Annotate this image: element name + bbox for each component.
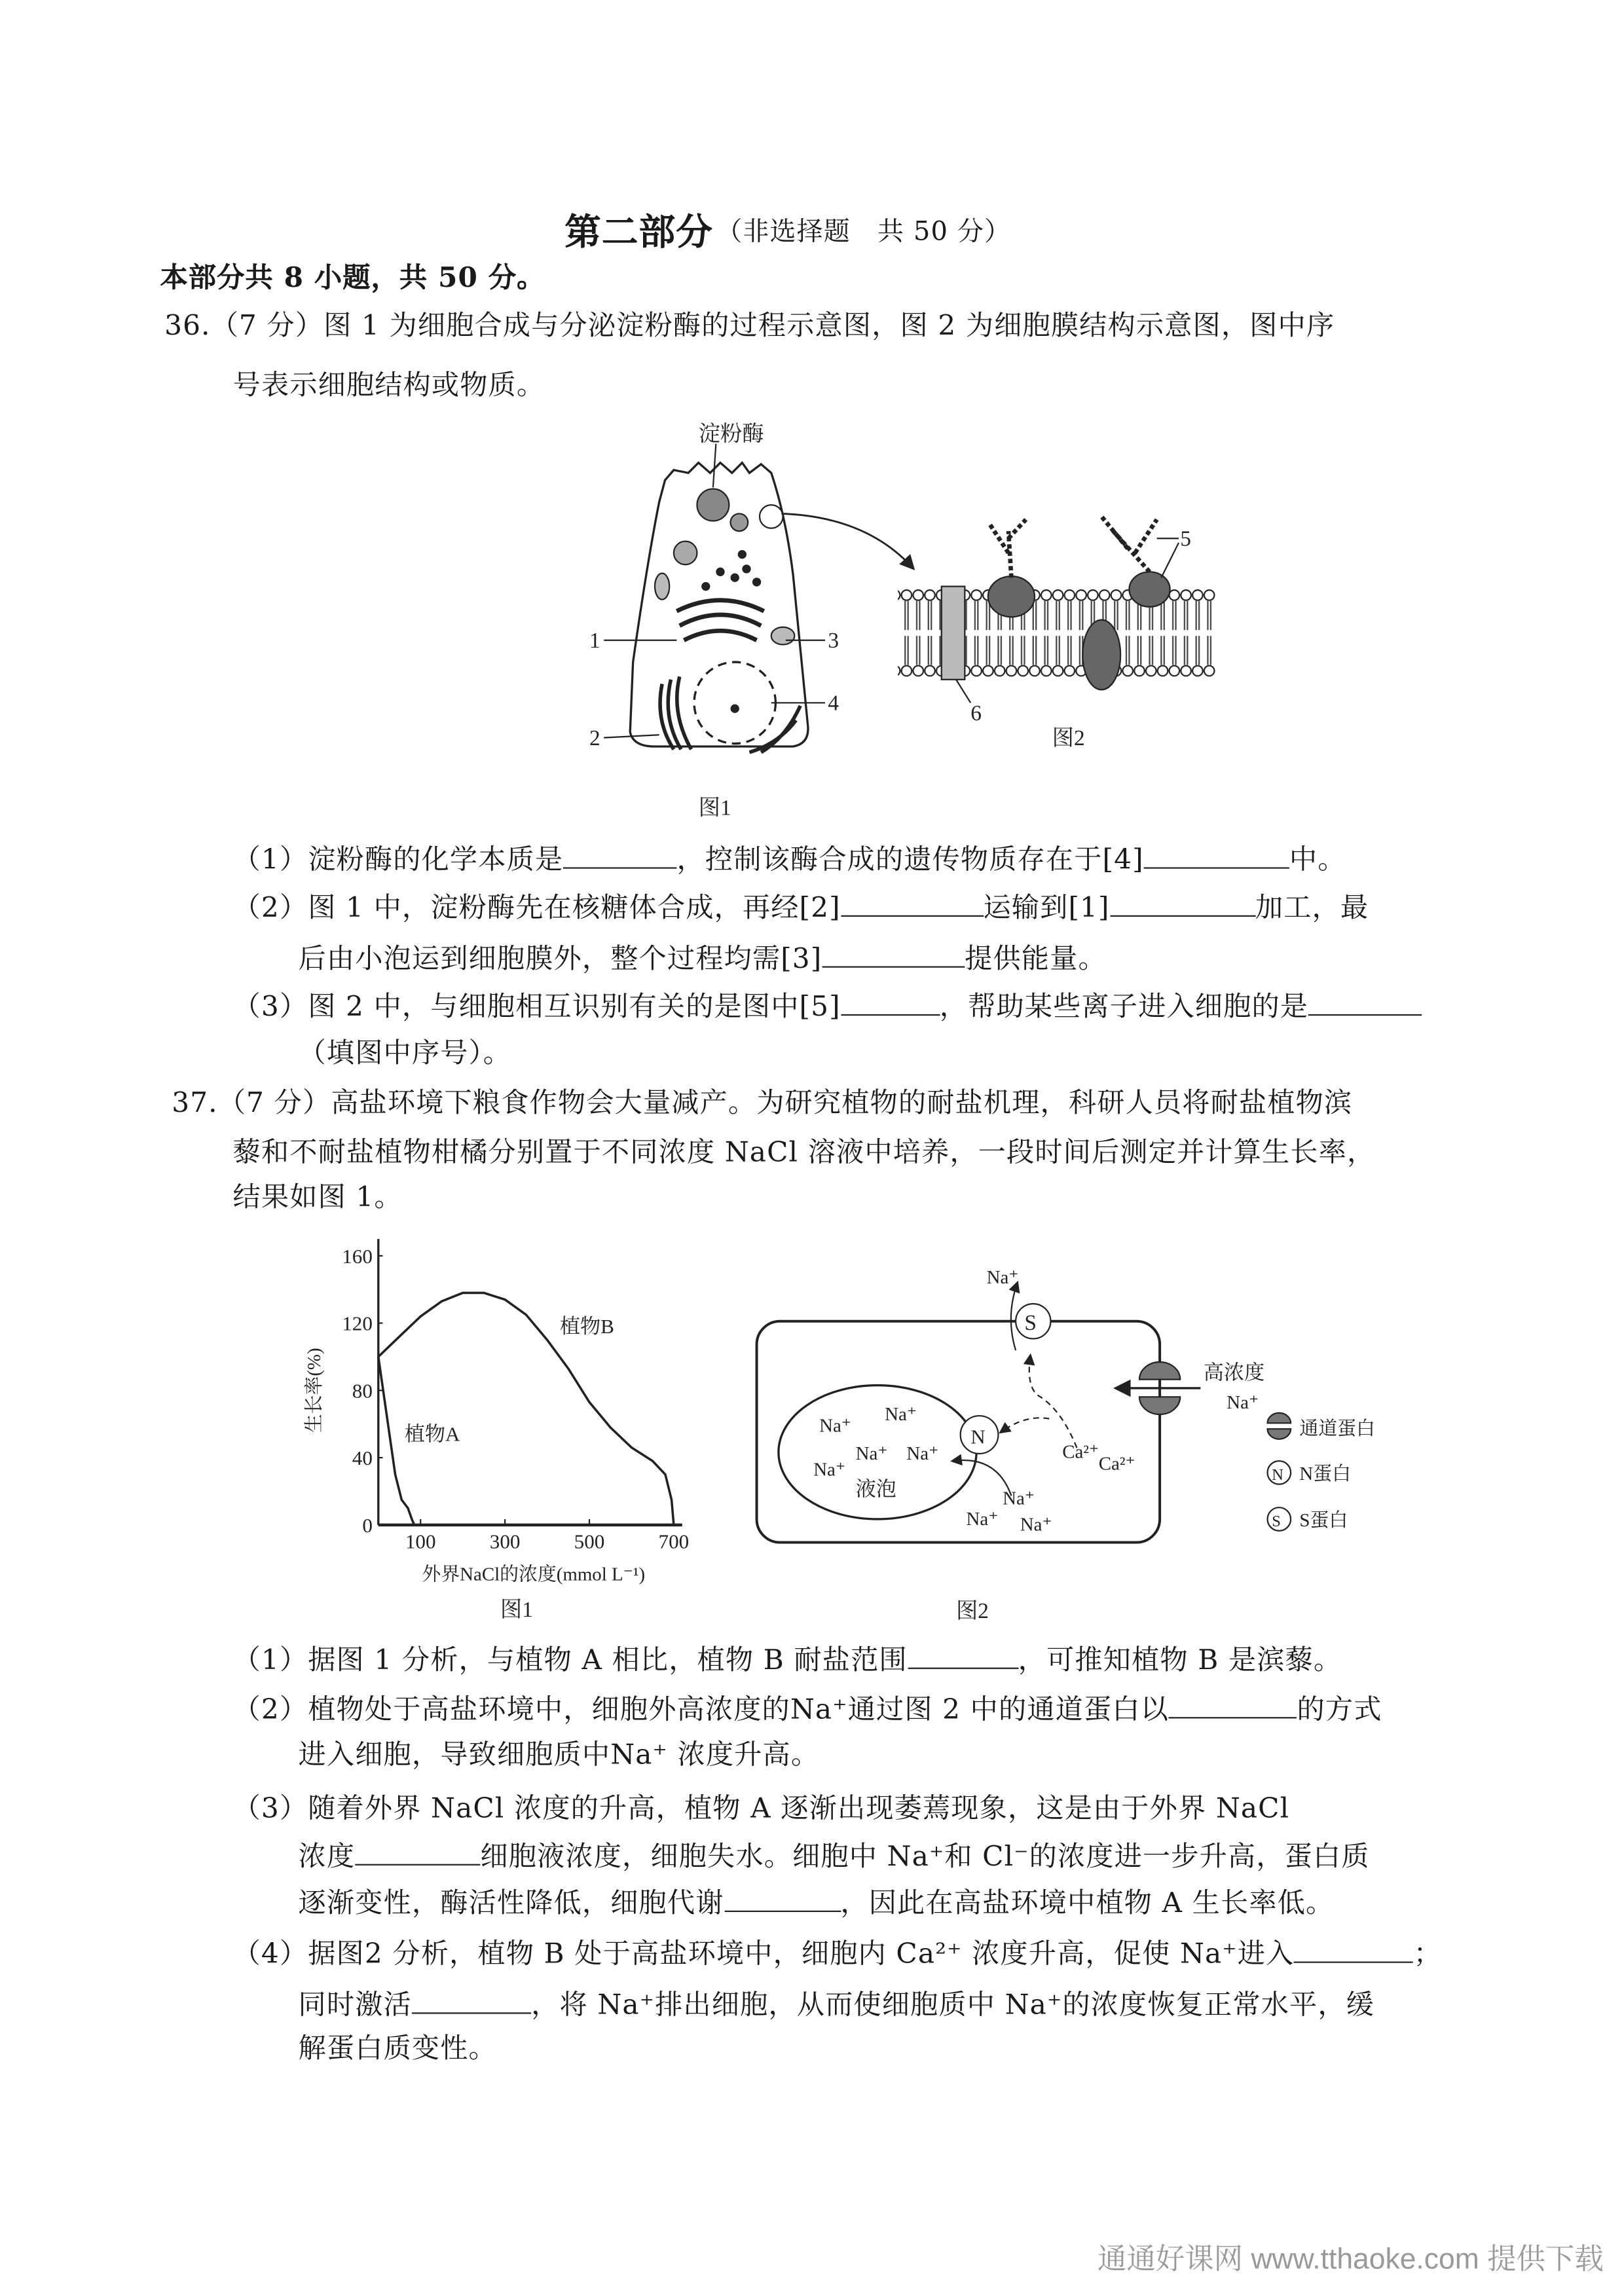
- answer-blank[interactable]: [1308, 988, 1422, 1016]
- q36-figures: [575, 414, 1244, 829]
- svg-text:Na⁺: Na⁺: [885, 1403, 917, 1425]
- q36-part2-cont: 后由小泡运到细胞膜外，整个过程均需[3] 提供能量。: [299, 937, 1107, 976]
- svg-text:Ca²⁺: Ca²⁺: [1098, 1453, 1135, 1475]
- fig2-membrane-diagram: [898, 517, 1215, 750]
- fig2-caption: 图2: [955, 1599, 989, 1624]
- y-tick-label: 160: [342, 1244, 373, 1268]
- q37-stem-cont2: 结果如图 1。: [232, 1181, 403, 1214]
- svg-text:3: 3: [828, 628, 840, 653]
- svg-text:4: 4: [828, 691, 840, 716]
- series-line-plant-b: [378, 1293, 674, 1524]
- answer-blank[interactable]: [1110, 889, 1255, 917]
- q37-part2: （2）植物处于高盐环境中，细胞外高浓度的Na⁺通过图 2 中的通道蛋白以 的方式: [233, 1688, 1382, 1727]
- answer-blank[interactable]: [355, 1838, 480, 1866]
- svg-text:N: N: [970, 1425, 986, 1448]
- section-intro: 本部分共 8 小题，共 50 分。: [160, 261, 545, 294]
- svg-text:Na⁺: Na⁺: [986, 1266, 1019, 1288]
- q36-part1: （1）淀粉酶的化学本质是 ，控制该酶合成的遗传物质存在于[4] 中。: [233, 838, 1346, 877]
- svg-text:6: 6: [970, 701, 982, 726]
- q37-part2-cont: 进入细胞，导致细胞质中Na⁺ 浓度升高。: [298, 1739, 820, 1771]
- chart-caption: 图1: [500, 1597, 533, 1622]
- x-tick-label: 500: [574, 1530, 605, 1553]
- q37-part3: （3）随着外界 NaCl 浓度的升高，植物 A 逐渐出现萎蔫现象，这是由于外界 NaCl: [232, 1792, 1290, 1825]
- answer-blank[interactable]: [1144, 841, 1289, 868]
- svg-text:S: S: [1272, 1513, 1281, 1531]
- q36-part3: （3）图 2 中，与细胞相互识别有关的是图中[5] ，帮助某些离子进入细胞的是: [233, 985, 1422, 1024]
- x-tick-label: 700: [658, 1530, 690, 1553]
- answer-blank[interactable]: [841, 988, 940, 1016]
- x-tick-label: 300: [489, 1530, 521, 1553]
- svg-text:Na⁺: Na⁺: [966, 1508, 999, 1530]
- section-title: 第二部分: [564, 211, 713, 253]
- q36-stem-cont: 号表示细胞结构或物质。: [232, 369, 545, 402]
- y-tick-label: 0: [362, 1513, 373, 1537]
- svg-text:Ca²⁺: Ca²⁺: [1062, 1441, 1099, 1463]
- q37-part4: （4）据图2 分析，植物 B 处于高盐环境中，细胞内 Ca²⁺ 浓度升高，促使 Na⁺进入 ；: [233, 1932, 1442, 1972]
- series-label-plant-b: 植物B: [559, 1315, 614, 1338]
- svg-text:通道蛋白: 通道蛋白: [1299, 1418, 1375, 1440]
- q37-part3-cont: 浓度 细胞液浓度，细胞失水。细胞中 Na⁺和 Cl⁻的浓度进一步升高，蛋白质: [299, 1835, 1370, 1874]
- q36-part2: （2）图 1 中，淀粉酶先在核糖体合成，再经[2] 运输到[1] 加工，最: [233, 886, 1369, 925]
- svg-text:Na⁺: Na⁺: [906, 1443, 939, 1464]
- fig1-label-amylase: 淀粉酶: [698, 422, 764, 447]
- answer-blank[interactable]: [412, 1986, 531, 2014]
- answer-blank[interactable]: [841, 889, 984, 917]
- x-tick-label: 100: [405, 1530, 436, 1553]
- q37-part1: （1）据图 1 分析，与植物 A 相比，植物 B 耐盐范围 ，可推知植物 B 是滨藜。: [233, 1638, 1342, 1678]
- svg-text:Na⁺: Na⁺: [1227, 1392, 1259, 1414]
- watermark: 通通好课网 www.tthaoke.com 提供下载: [1097, 2243, 1604, 2276]
- q37-part4-cont: 同时激活 ，将 Na⁺排出细胞，从而使细胞质中 Na⁺的浓度恢复正常水平，缓: [299, 1983, 1375, 2023]
- svg-text:液泡: 液泡: [855, 1477, 896, 1501]
- answer-blank[interactable]: [1169, 1691, 1297, 1718]
- svg-text:Na⁺: Na⁺: [813, 1459, 846, 1481]
- y-tick-label: 40: [352, 1446, 373, 1470]
- legend: [1268, 1413, 1375, 1531]
- svg-text:Na⁺: Na⁺: [1020, 1514, 1052, 1536]
- fig1-cell-diagram: [589, 422, 839, 820]
- fig2-na-transport-diagram: [749, 1251, 1418, 1630]
- svg-text:1: 1: [589, 628, 600, 653]
- growth-rate-chart: [284, 1237, 720, 1630]
- answer-blank[interactable]: [563, 841, 676, 868]
- svg-text:2: 2: [589, 726, 600, 750]
- svg-text:S: S: [1024, 1311, 1037, 1336]
- svg-text:5: 5: [1180, 526, 1191, 551]
- fig1-caption: 图1: [698, 796, 731, 820]
- answer-blank[interactable]: [724, 1885, 841, 1912]
- answer-blank[interactable]: [908, 1642, 1018, 1669]
- svg-text:N: N: [1272, 1465, 1283, 1484]
- svg-text:高浓度: 高浓度: [1203, 1361, 1265, 1384]
- svg-text:S蛋白: S蛋白: [1299, 1510, 1348, 1532]
- y-tick-label: 120: [342, 1312, 373, 1335]
- answer-blank[interactable]: [1294, 1936, 1413, 1963]
- q37-part4-cont2: 解蛋白质变性。: [298, 2033, 497, 2065]
- svg-text:Na⁺: Na⁺: [819, 1415, 852, 1437]
- q37-stem: 37.（7 分）高盐环境下粮食作物会大量减产。为研究植物的耐盐机理，科研人员将耐盐植物滨: [172, 1086, 1353, 1119]
- q37-part3-cont2: 逐渐变性，酶活性降低，细胞代谢 ，因此在高盐环境中植物 A 生长率低。: [299, 1881, 1335, 1921]
- q37-stem-cont: 藜和不耐盐植物柑橘分别置于不同浓度 NaCl 溶液中培养，一段时间后测定并计算生长率，: [232, 1136, 1376, 1169]
- y-tick-label: 80: [352, 1379, 373, 1403]
- x-axis-label: 外界NaCl的浓度(mmol L⁻¹): [422, 1564, 646, 1585]
- svg-text:Na⁺: Na⁺: [1003, 1488, 1035, 1509]
- q36-part3-cont: （填图中序号）。: [298, 1037, 512, 1070]
- q36-stem: 36.（7 分）图 1 为细胞合成与分泌淀粉酶的过程示意图，图 2 为细胞膜结构示意图，图中序: [164, 310, 1335, 342]
- svg-text:N蛋白: N蛋白: [1299, 1463, 1352, 1484]
- section-subtitle: （非选择题 共 50 分）: [716, 217, 1012, 248]
- svg-text:Na⁺: Na⁺: [855, 1443, 888, 1464]
- answer-blank[interactable]: [822, 940, 965, 968]
- fig2-caption: 图2: [1052, 726, 1085, 750]
- series-label-plant-a: 植物A: [404, 1422, 460, 1446]
- y-axis-label: 生长率(%): [303, 1348, 325, 1433]
